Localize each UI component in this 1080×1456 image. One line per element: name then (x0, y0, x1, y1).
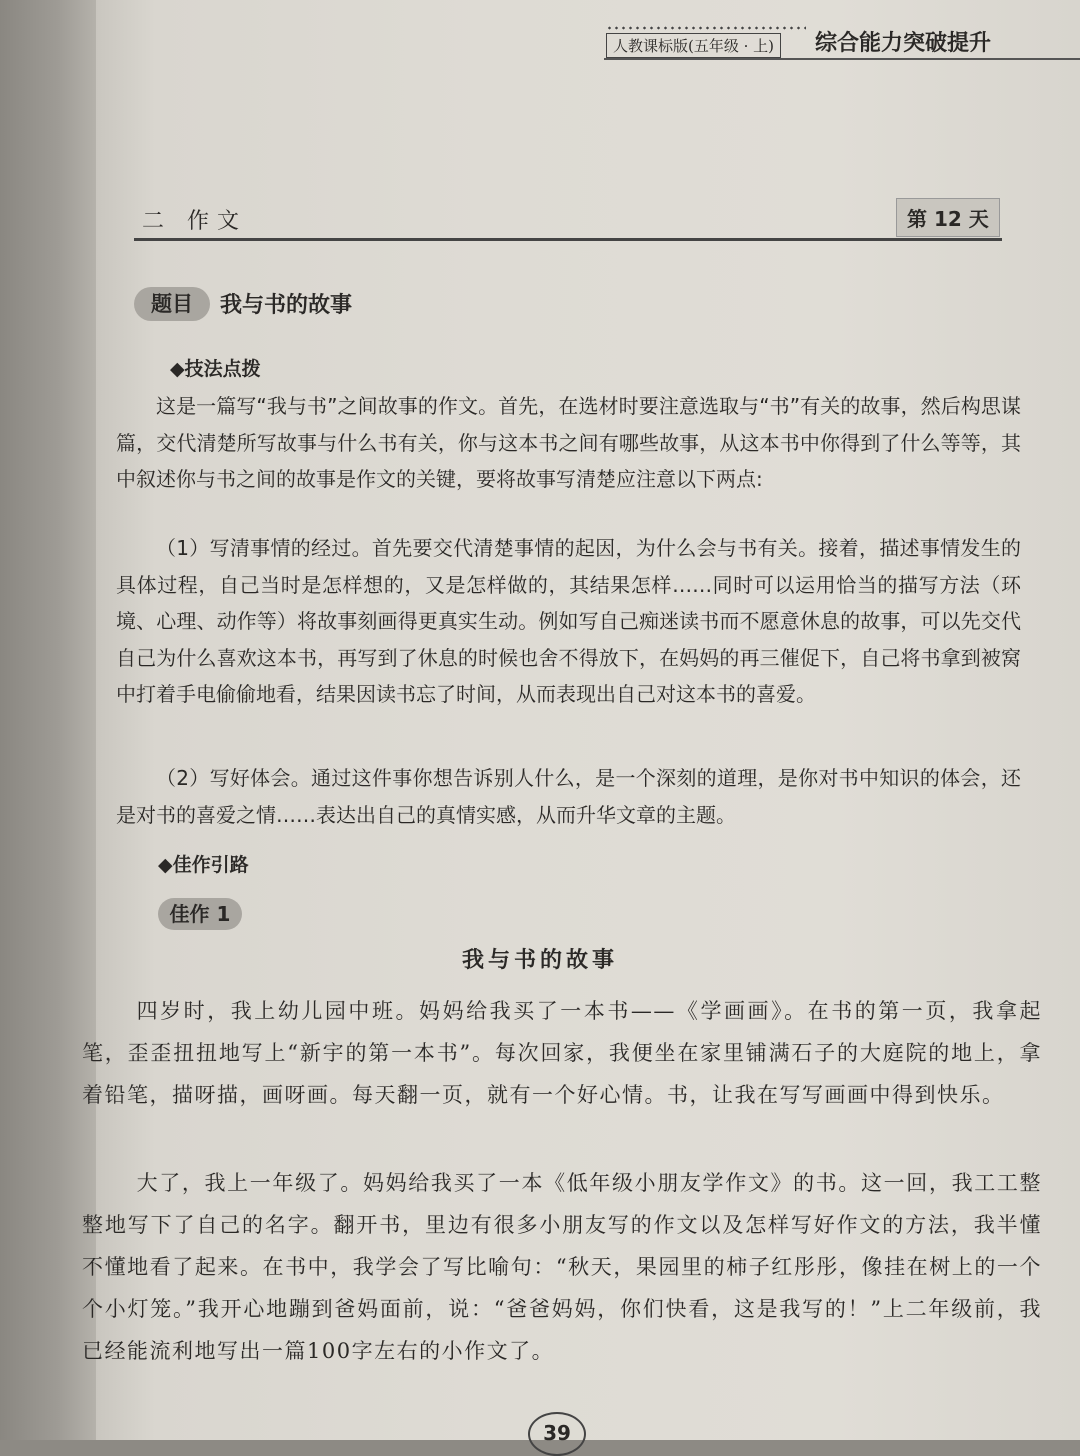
topic-title: 我与书的故事 (220, 293, 353, 318)
samples-heading: ◆佳作引路 (158, 854, 249, 876)
tips-heading: ◆技法点拨 (170, 358, 261, 380)
tips-paragraph-point-1: （1）写清事情的经过。首先要交代清楚事情的起因，为什么会与书有关。接着，描述事情发生的具体过程，自己当时是怎样想的，又是怎样做的，其结果怎样……同时可以运用恰当的描写方法（环境、心理、动作等）将故事刻画得更真实生动。例如写自己痴迷读书而不愿意休息的故事，可以先交代自己为什么喜欢这本书，再写到了休息的时候也舍不得放下，在妈妈的再三催促下，自己将书拿到被窝中打着手电偷偷地看，结果因读书忘了时间，从而表现出自己对这本书的喜爱。 (116, 536, 1021, 706)
page-number: 39 (528, 1412, 586, 1456)
header-series-title: 综合能力突破提升 (815, 31, 992, 56)
section-rule (134, 238, 1002, 241)
essay-paragraph-2: 大了，我上一年级了。妈妈给我买了一本《低年级小朋友学作文》的书。这一回，我工工整整地写下了自己的名字。翻开书，里边有很多小朋友写的作文以及怎样写好作文的方法，我半懂不懂地看了起来。在书中，我学会了写比喻句：“秋天，果园里的柿子红彤彤，像挂在树上的一个个小灯笼。”我开心地蹦到爸妈面前，说：“爸爸妈妈，你们快看，这是我写的！”上二年级前，我已经能流利地写出一篇100字左右的小作文了。 (82, 1171, 1042, 1363)
header-edition: 人教课标版(五年级 · 上) (606, 33, 781, 58)
tips-paragraph-intro: 这是一篇写“我与书”之间故事的作文。首先，在选材时要注意选取与“书”有关的故事，然后构思谋篇，交代清楚所写故事与什么书有关，你与这本书之间有哪些故事，从这本书中你得到了什么等等，其中叙述你与书之间的故事是作文的关键，要将故事写清楚应注意以下两点: (116, 394, 1021, 491)
sample-essay-title: 我与书的故事 (461, 947, 618, 973)
topic-label: 题目 (134, 287, 210, 321)
essay-paragraph-1: 四岁时，我上幼儿园中班。妈妈给我买了一本书——《学画画》。在书的第一页，我拿起笔，歪歪扭扭地写上“新宇的第一本书”。每次回家，我便坐在家里铺满石子的大庭院的地上，拿着铅笔，描呀描，画呀画。每天翻一页，就有一个好心情。书，让我在写写画画中得到快乐。 (82, 999, 1042, 1107)
header-dots (606, 26, 806, 30)
sample-essay-label: 佳作 1 (158, 898, 242, 930)
day-badge: 第 12 天 (896, 198, 1000, 237)
tips-paragraph-point-2: （2）写好体会。通过这件事你想告诉别人什么，是一个深刻的道理，是你对书中知识的体会，还是对书的喜爱之情……表达出自己的真情实感，从而升华文章的主题。 (116, 766, 1021, 827)
header-rule (604, 58, 1080, 60)
section-title: 二 作文 (142, 209, 247, 234)
